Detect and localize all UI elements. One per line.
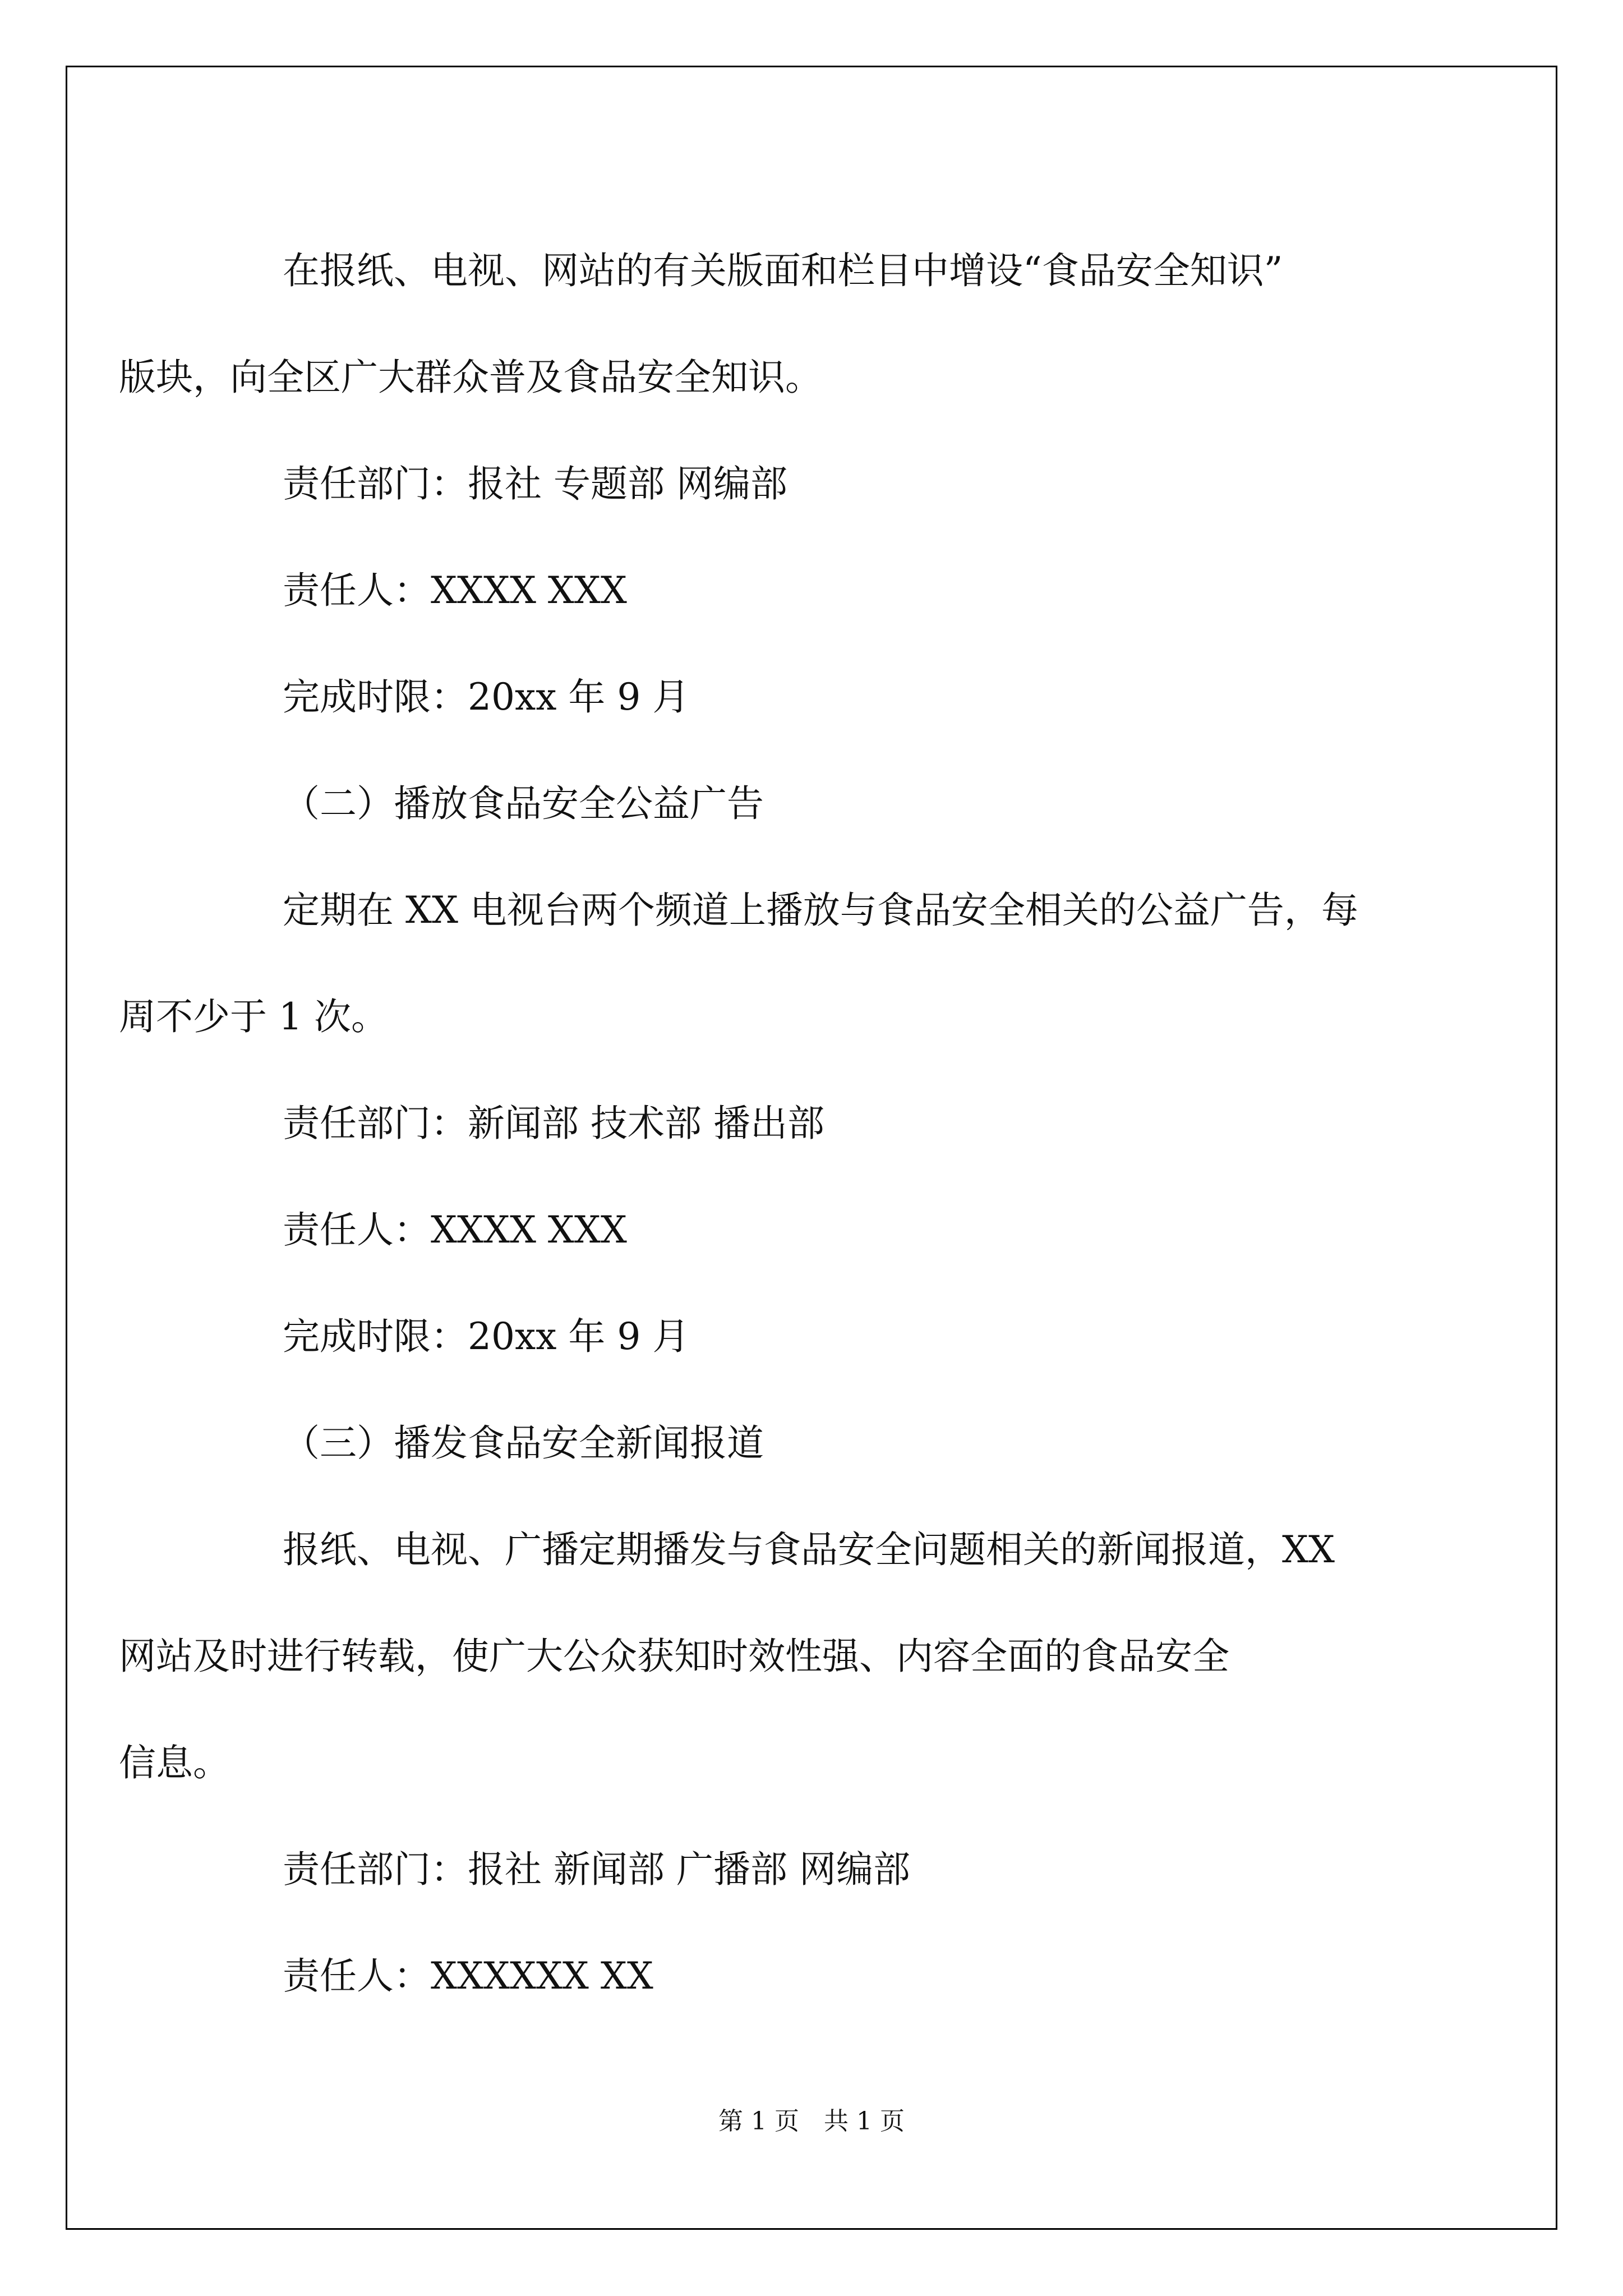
text-line: 责任部门：报社 专题部 网编部 bbox=[283, 462, 787, 505]
paragraph bbox=[119, 1497, 1435, 1816]
text-line: 信息。 bbox=[119, 1741, 230, 1784]
page-footer: 第 1 页 共 1 页 bbox=[718, 2107, 905, 2136]
text-line: 责任人：XXXXXX XX bbox=[283, 1954, 653, 1998]
section-heading bbox=[201, 1390, 1435, 1497]
text-line: 责任人：XXXX XXX bbox=[283, 569, 627, 612]
paragraph bbox=[201, 644, 1435, 751]
paragraph bbox=[201, 1283, 1435, 1390]
paragraph bbox=[119, 857, 1435, 1070]
text-line: 报纸、电视、广播定期播发与食品安全问题相关的新闻报道，XX bbox=[283, 1528, 1335, 1571]
paragraph bbox=[201, 1923, 1435, 2030]
text-line: 责任部门：新闻部 技术部 播出部 bbox=[283, 1102, 824, 1145]
paragraph bbox=[201, 431, 1435, 537]
text-line: 网站及时进行转载，使广大公众获知时效性强、内容全面的食品安全 bbox=[119, 1635, 1229, 1678]
text-line: 版块，向全区广大群众普及食品安全知识。 bbox=[119, 356, 822, 399]
section-heading bbox=[201, 751, 1435, 857]
paragraph bbox=[201, 1816, 1435, 1923]
text-line: 责任部门：报社 新闻部 广播部 网编部 bbox=[283, 1848, 910, 1891]
paragraph bbox=[201, 1177, 1435, 1283]
text-line: 周不少于 1 次。 bbox=[119, 995, 388, 1038]
paragraph bbox=[201, 537, 1435, 644]
document-body bbox=[119, 218, 1435, 2030]
text-line: （三）播发食品安全新闻报道 bbox=[283, 1421, 764, 1465]
text-line: 完成时限：20xx 年 9 月 bbox=[283, 675, 690, 719]
text-line: 在报纸、电视、网站的有关版面和栏目中增设“食品安全知识” bbox=[283, 249, 1283, 292]
text-line: 责任人：XXXX XXX bbox=[283, 1208, 627, 1251]
paragraph bbox=[119, 218, 1435, 431]
text-line: （二）播放食品安全公益广告 bbox=[283, 782, 764, 825]
text-line: 定期在 XX 电视台两个频道上播放与食品安全相关的公益广告，每 bbox=[283, 889, 1358, 932]
paragraph bbox=[201, 1070, 1435, 1177]
text-line: 完成时限：20xx 年 9 月 bbox=[283, 1315, 690, 1358]
